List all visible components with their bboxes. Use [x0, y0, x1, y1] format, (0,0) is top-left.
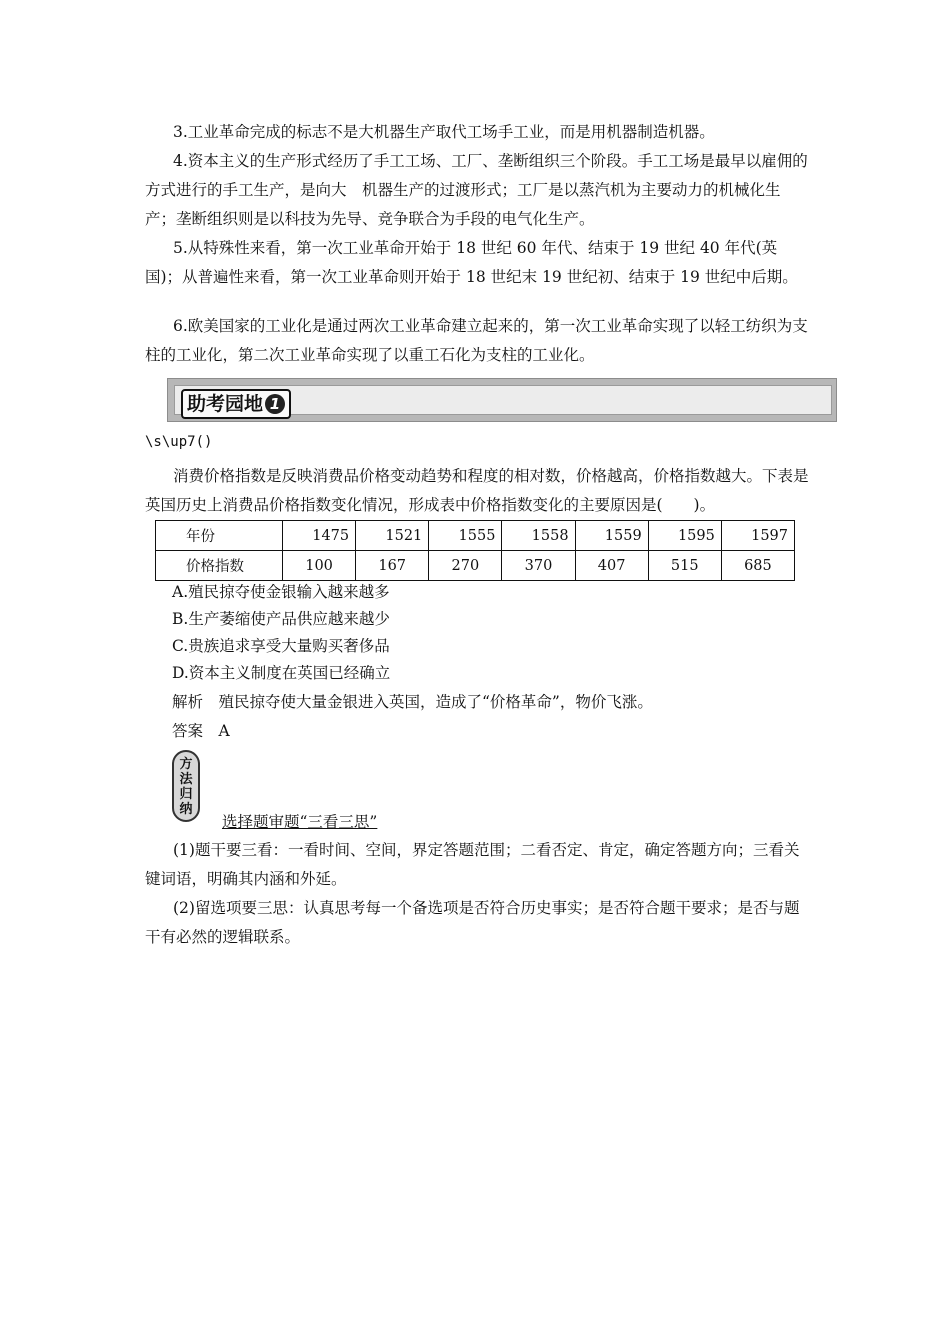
table-cell: 1559 [575, 521, 648, 551]
answer-text: 答案 A [172, 722, 230, 740]
banner-title [181, 389, 291, 419]
badge-char: 归 [179, 787, 193, 802]
method-paragraph-2: (2)留选项要三思：认真思考每一个备选项是否符合历史事实；是否符合题干要求；是否与题干有必然的逻辑联系。 [145, 899, 800, 946]
paragraph-5: 5.从特殊性来看，第一次工业革命开始于 18 世纪 60 年代、结束于 19 世纪 40 年代(英国)；从普遍性来看，第一次工业革命则开始于 18 世纪末 19 世纪初、结束于 19 世纪中后期。 [145, 239, 798, 286]
option-c: C.贵族追求享受大量购买奢侈品 [172, 637, 390, 655]
badge-char: 纳 [179, 802, 193, 817]
table-cell: 685 [721, 551, 794, 581]
table-cell: 1521 [356, 521, 429, 551]
table-header-index: 价格指数 [156, 551, 283, 581]
option-a: A.殖民掠夺使金银输入越来越多 [172, 583, 390, 601]
banner-title-text: 助考园地 [187, 393, 264, 415]
paragraph-4: 4.资本主义的生产形式经历了手工工场、工厂、垄断组织三个阶段。手工工场是最早以雇佣的方式进行的手工生产，是向大 机器生产的过渡形式；工厂是以蒸汽机为主要动力的机械化生产；垄断组织则是以科技为先导、竞争联合为手段的电气化生产。 [145, 152, 808, 228]
section-banner [167, 378, 837, 422]
code-line: \s\up7() [145, 434, 213, 450]
table-cell: 167 [356, 551, 429, 581]
badge-char: 法 [179, 772, 193, 787]
price-index-table [155, 520, 795, 581]
table-cell: 100 [283, 551, 356, 581]
table-cell: 515 [648, 551, 721, 581]
table-cell: 1558 [502, 521, 575, 551]
table-cell: 407 [575, 551, 648, 581]
table-cell: 1597 [721, 521, 794, 551]
method-paragraph-1: (1)题干要三看：一看时间、空间，界定答题范围；二看否定、肯定，确定答题方向；三看关键词语，明确其内涵和外延。 [145, 841, 800, 888]
table-cell: 370 [502, 551, 575, 581]
analysis-text: 解析 殖民掠夺使大量金银进入英国，造成了“价格革命”，物价飞涨。 [172, 693, 653, 711]
option-d: D.资本主义制度在英国已经确立 [172, 664, 391, 682]
table-cell: 270 [429, 551, 502, 581]
option-b: B.生产萎缩使产品供应越来越少 [172, 610, 390, 628]
method-summary-badge [172, 750, 200, 822]
table-header-year: 年份 [156, 521, 283, 551]
badge-char: 方 [179, 757, 193, 772]
banner-inner [174, 385, 832, 415]
banner-number-badge: 1 [265, 394, 285, 414]
table-row-indices [156, 551, 795, 581]
paragraph-3: 3.工业革命完成的标志不是大机器生产取代工场手工业，而是用机器制造机器。 [173, 123, 715, 141]
paragraph-6: 6.欧美国家的工业化是通过两次工业革命建立起来的，第一次工业革命实现了以轻工纺织为支柱的工业化，第二次工业革命实现了以重工石化为支柱的工业化。 [145, 317, 808, 364]
table-cell: 1595 [648, 521, 721, 551]
table-cell: 1475 [283, 521, 356, 551]
question-text: 消费价格指数是反映消费品价格变动趋势和程度的相对数，价格越高，价格指数越大。下表是英国历史上消费品价格指数变化情况，形成表中价格指数变化的主要原因是( )。 [145, 467, 809, 514]
table-cell: 1555 [429, 521, 502, 551]
table-row-years [156, 521, 795, 551]
method-title: 选择题审题“三看三思” [222, 813, 378, 831]
